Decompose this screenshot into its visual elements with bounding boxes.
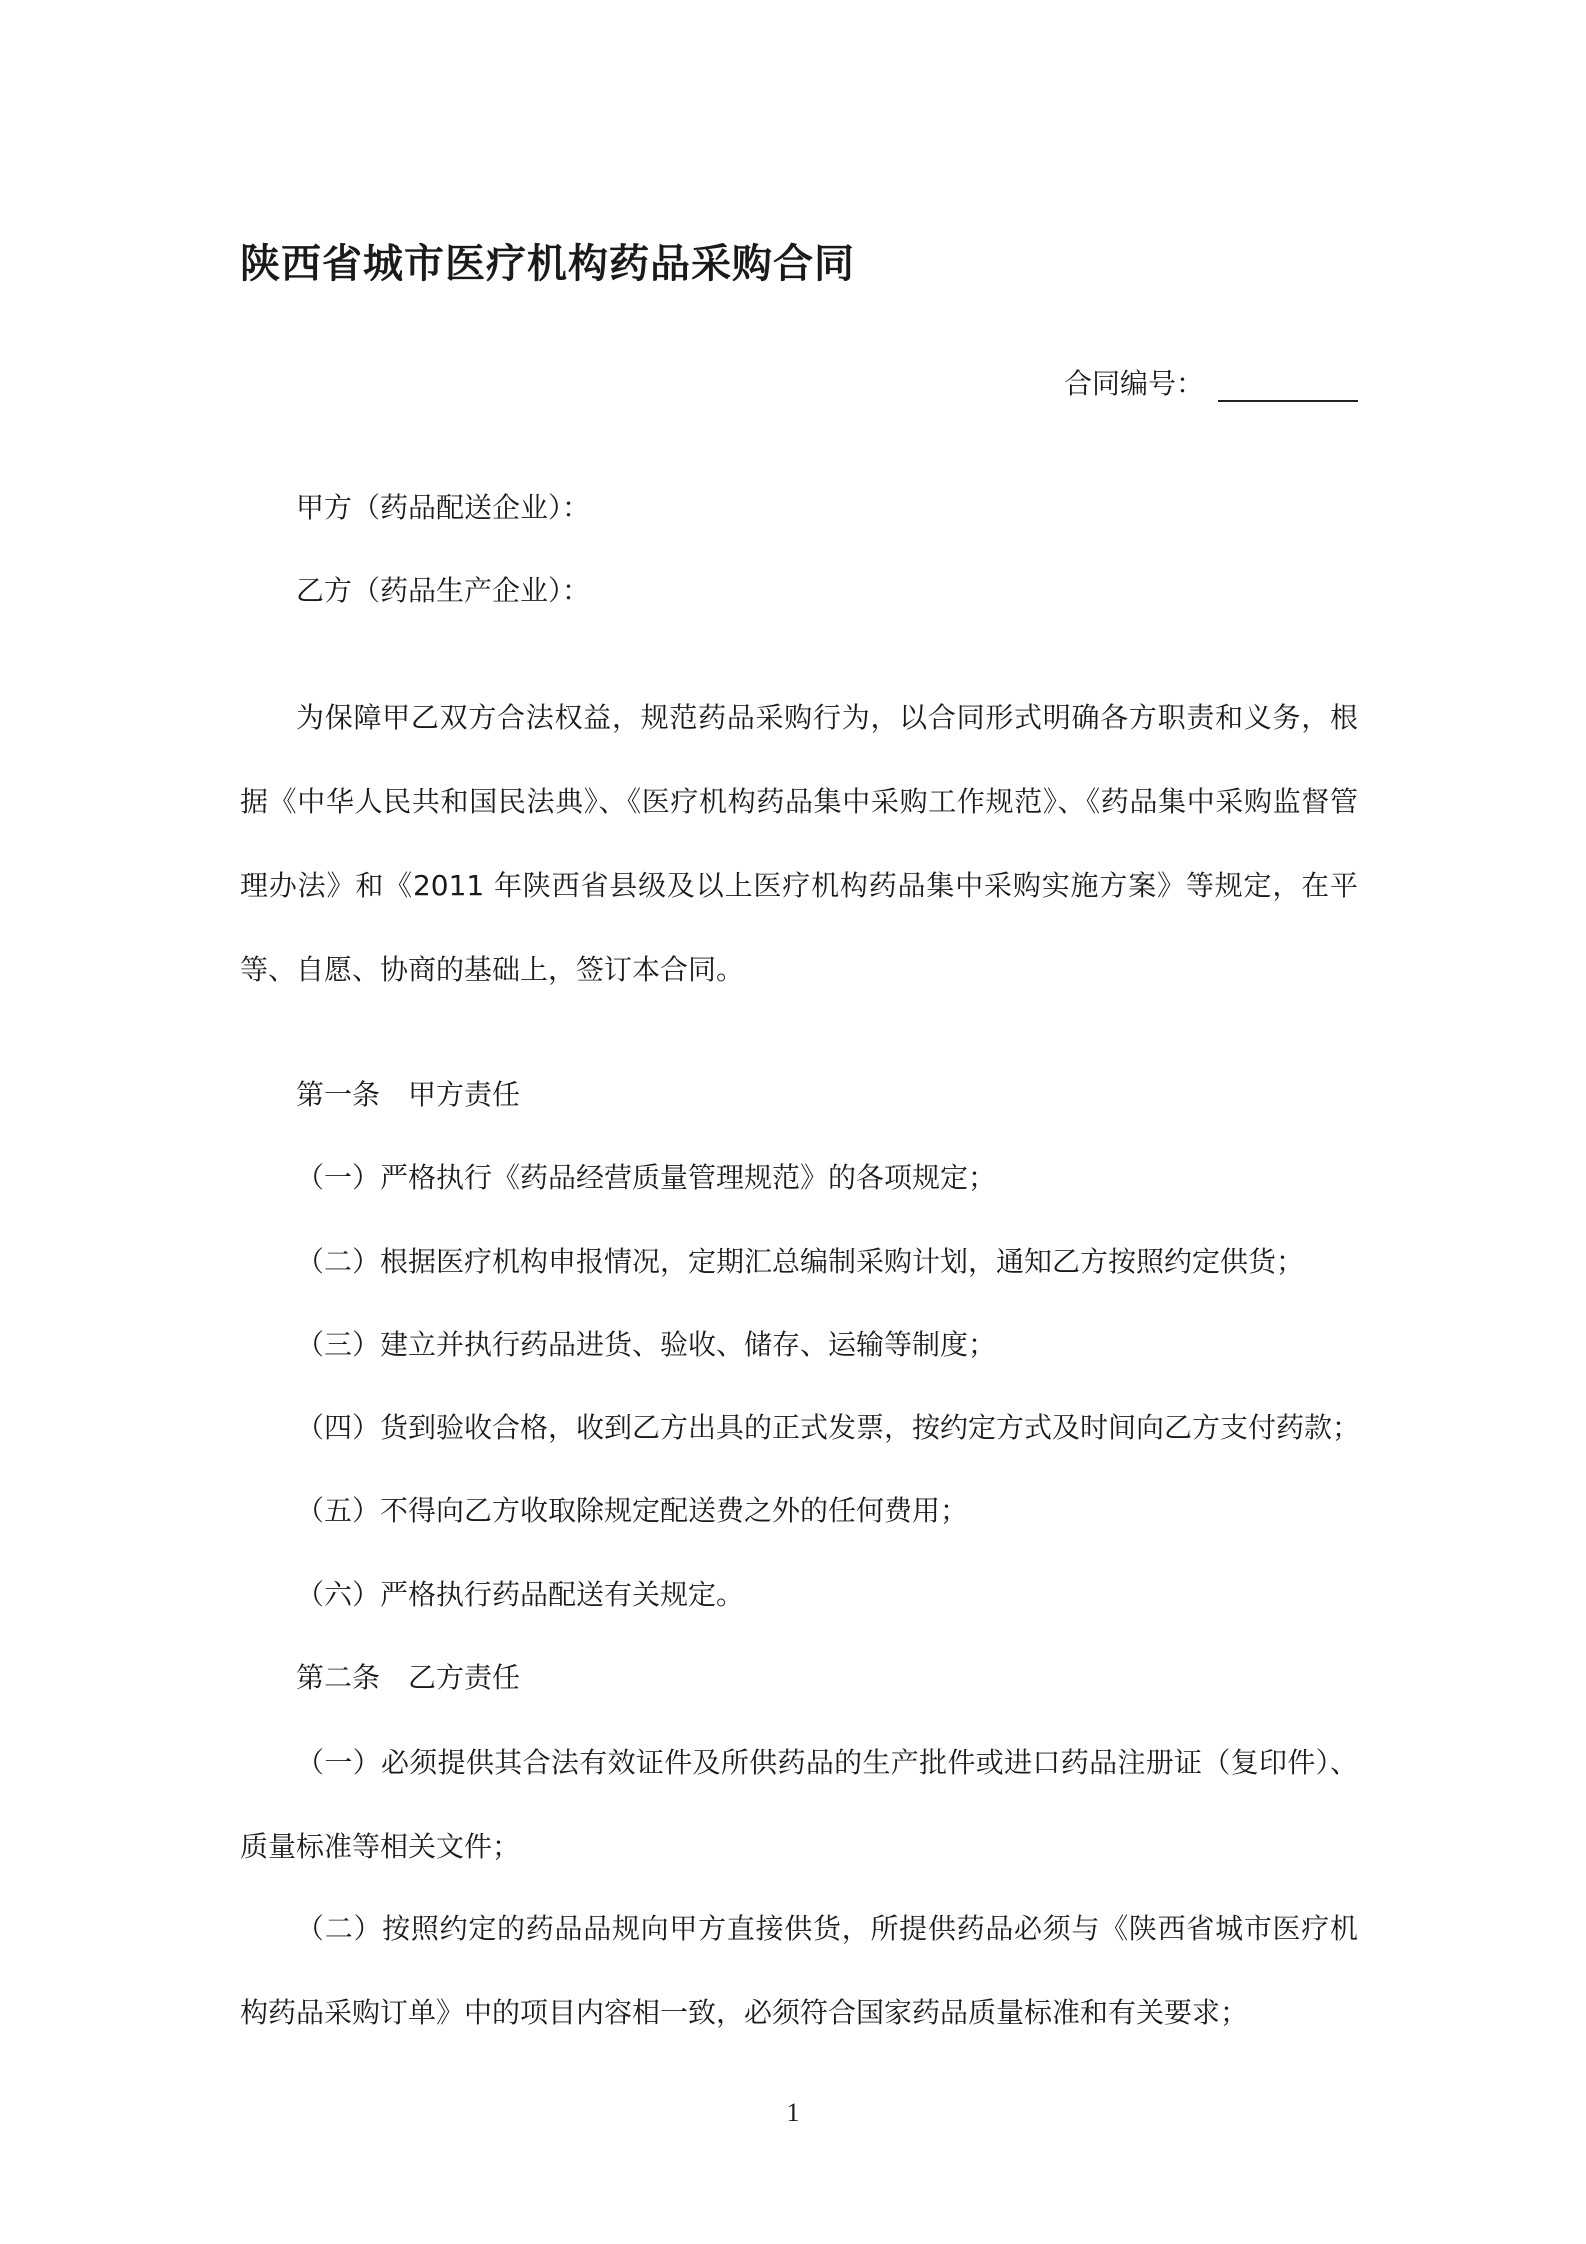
article-1-item-1: （一）严格执行《药品经营质量管理规范》的各项规定； (296, 1161, 997, 1194)
article-2-item-2: （二）按照约定的药品品规向甲方直接供货，所提供药品必须与《陕西省城市医疗机构药品采购订单》中的项目内容相一致，必须符合国家药品质量标准和有关要求； (240, 1912, 1358, 2029)
article-1-item-3: （三）建立并执行药品进货、验收、储存、运输等制度； (296, 1328, 997, 1361)
contract-number (1064, 362, 1358, 402)
party-b: 乙方（药品生产企业）： (296, 574, 591, 607)
article-1-item-5: （五）不得向乙方收取除规定配送费之外的任何费用； (296, 1494, 969, 1527)
contract-number-blank (1218, 370, 1358, 402)
article-1-heading: 第一条 甲方责任 (296, 1078, 521, 1111)
article-2-item-1: （一）必须提供其合法有效证件及所供药品的生产批件或进口药品注册证（复印件）、质量标准等相关文件； (240, 1746, 1358, 1863)
document-title: 陕西省城市医疗机构药品采购合同 (240, 241, 855, 287)
article-1-item-2: （二）根据医疗机构申报情况，定期汇总编制采购计划，通知乙方按照约定供货； (296, 1245, 1305, 1278)
article-2-heading: 第二条 乙方责任 (296, 1661, 521, 1694)
party-a: 甲方（药品配送企业）： (296, 491, 591, 524)
article-1-item-4: （四）货到验收合格，收到乙方出具的正式发票，按约定方式及时间向乙方支付药款； (296, 1411, 1361, 1444)
article-1-item-6: （六）严格执行药品配送有关规定。 (296, 1578, 745, 1611)
page-number: 1 (786, 2098, 800, 2127)
preamble-paragraph: 为保障甲乙双方合法权益，规范药品采购行为，以合同形式明确各方职责和义务，根据《中华人民共和国民法典》、《医疗机构药品集中采购工作规范》、《药品集中采购监督管理办法》和《2011 年陕西省县级及以上医疗机构药品集中采购实施方案》等规定，在平等、自愿、协商的基础上，签订本合同。 (240, 701, 1358, 986)
contract-number-label: 合同编号： (1063, 367, 1204, 400)
